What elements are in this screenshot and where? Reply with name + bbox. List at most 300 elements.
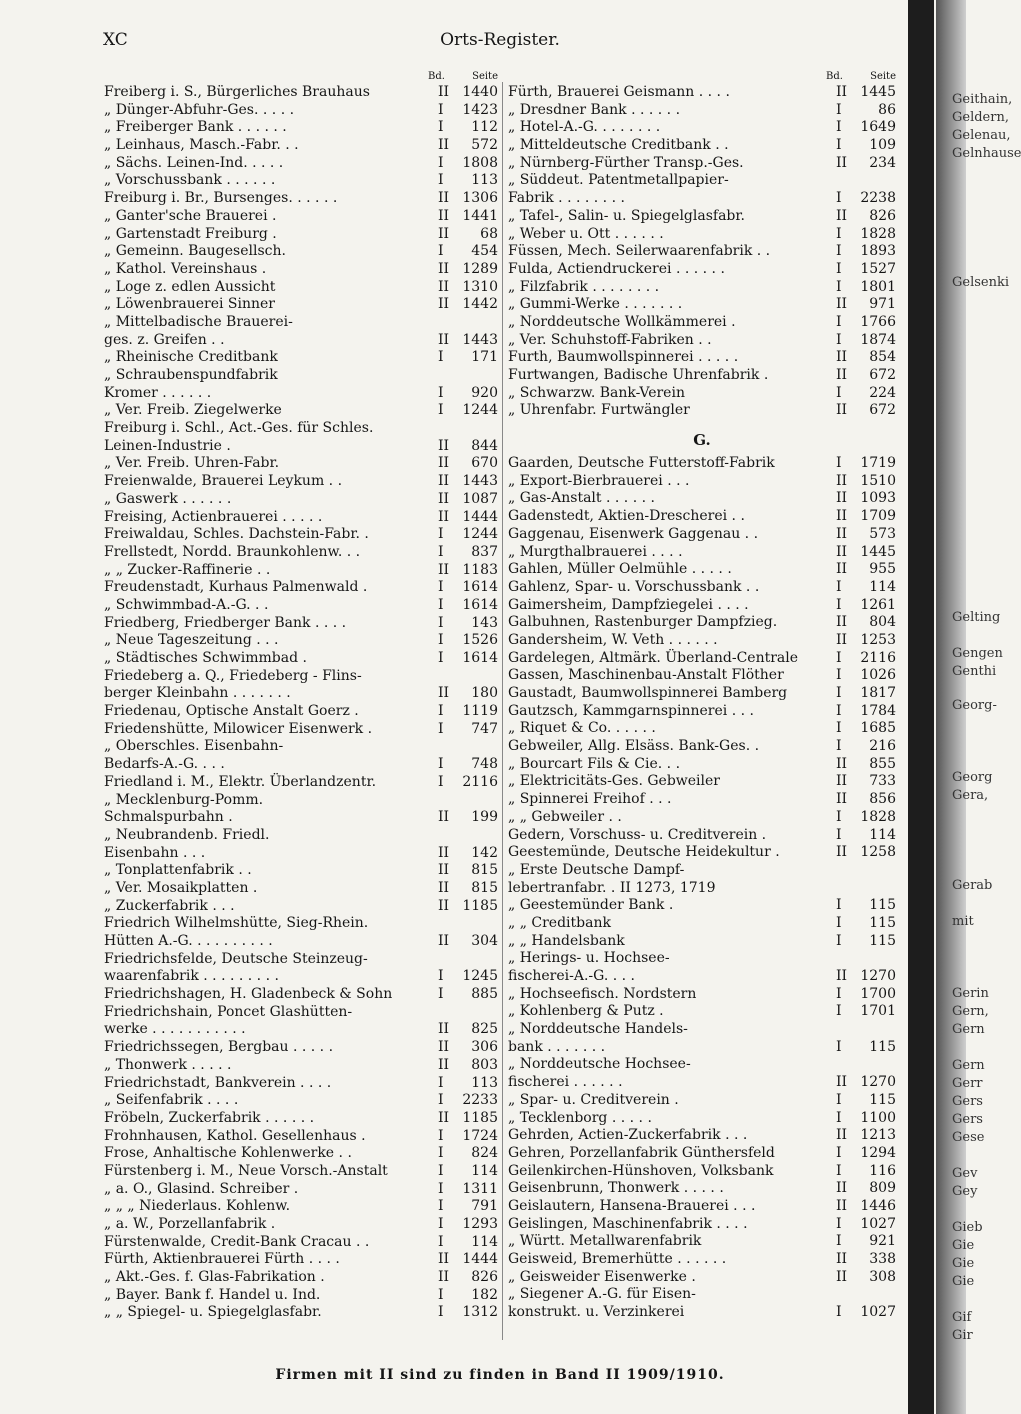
entry-text: „ Gas-Anstalt . . . . . .: [508, 490, 655, 507]
entry-page: 114: [471, 1233, 498, 1250]
register-entry: [104, 827, 498, 845]
entry-text: „ Neubrandenb. Friedl.: [104, 826, 270, 843]
entry-text: „ Spinnerei Freihof . . .: [508, 791, 672, 808]
entry-text: „ Schwarzw. Bank-Verein: [508, 384, 685, 401]
entry-text: „ Seifenfabrik . . . .: [104, 1092, 239, 1109]
entry-volume: I: [836, 1109, 842, 1126]
entry-volume: I: [438, 614, 444, 631]
entry-volume: I: [438, 1074, 444, 1091]
register-entry: [508, 880, 896, 898]
entry-volume: I: [836, 455, 842, 472]
entry-volume: [438, 314, 460, 332]
volume-header: Bd.: [428, 71, 445, 82]
entry-page: 1311: [462, 1180, 498, 1197]
entry-volume: [836, 880, 858, 898]
entry-text: „ Leinhaus, Masch.-Fabr. . .: [104, 137, 299, 154]
entry-page: 306: [471, 1039, 498, 1056]
register-entry: [508, 490, 896, 508]
fragment-text: Gir: [952, 1328, 973, 1343]
register-entry: [104, 615, 498, 633]
entry-volume: I: [438, 526, 444, 543]
entry-page: [460, 420, 498, 438]
register-entry: [508, 243, 896, 261]
entry-text: Fulda, Actiendruckerei . . . . . .: [508, 260, 725, 277]
entry-text: „ Mecklenburg-Pomm.: [104, 791, 264, 808]
entry-volume: [438, 827, 460, 845]
entry-text: „ Bourcart Fils & Cie. . .: [508, 755, 681, 772]
register-entry: [508, 1056, 896, 1074]
entry-page: 113: [471, 1074, 498, 1091]
entry-volume: I: [438, 154, 444, 171]
entry-volume: I: [836, 897, 842, 914]
register-entry: [508, 102, 896, 120]
entry-volume: I: [836, 313, 842, 330]
entry-page: 1293: [462, 1216, 498, 1232]
register-entry: [508, 226, 896, 244]
register-entry: [508, 915, 896, 933]
entry-text: Leinen-Industrie .: [104, 437, 231, 454]
entry-page: 670: [471, 455, 498, 472]
register-entry: [104, 562, 498, 580]
entry-volume: II: [836, 525, 848, 542]
entry-text: „ Dünger-Abfuhr-Ges. . . . .: [104, 101, 295, 118]
entry-text: Gehren, Porzellanfabrik Günthersfeld: [508, 1144, 775, 1161]
fragment-text: Gie: [952, 1274, 975, 1289]
register-entry: [508, 685, 896, 703]
entry-text: Fürth, Aktienbrauerei Fürth . . . .: [104, 1251, 340, 1268]
register-entry: [508, 791, 896, 809]
entry-text: waarenfabrik . . . . . . . . .: [104, 968, 279, 985]
register-entry: [104, 845, 498, 863]
register-entry: [104, 1145, 498, 1163]
entry-volume: I: [836, 190, 842, 207]
entry-page: 216: [869, 738, 896, 755]
register-entry: [104, 1216, 498, 1234]
entry-volume: [438, 738, 460, 756]
fragment-text: Georg-: [952, 698, 997, 713]
page-number: XC: [103, 30, 128, 50]
entry-text: Frose, Anhaltische Kohlenwerke . .: [104, 1145, 352, 1162]
register-entry: [508, 1092, 896, 1110]
entry-text: Gautzsch, Kammgarnspinnerei . . .: [508, 702, 754, 719]
register-entry: [104, 190, 498, 208]
entry-volume: I: [836, 596, 842, 613]
register-entry: [508, 1251, 896, 1269]
entry-page: 112: [471, 119, 498, 136]
entry-page: [460, 792, 498, 810]
entry-volume: [836, 1021, 858, 1039]
entry-text: „ „ Spiegel- u. Spiegelglasfabr.: [104, 1304, 322, 1321]
entry-page: 1270: [860, 1074, 896, 1091]
entry-page: 1527: [860, 260, 896, 277]
entry-page: 114: [869, 578, 896, 595]
entry-volume: II: [438, 1021, 450, 1038]
entry-text: Freiburg i. Schl., Act.-Ges. für Schles.: [104, 420, 374, 437]
register-entry: [104, 951, 498, 969]
entry-volume: I: [438, 119, 444, 136]
entry-text: „ Nürnberg-Fürther Transp.-Ges.: [508, 154, 744, 171]
register-entry: [508, 84, 896, 102]
register-entry: [104, 650, 498, 668]
entry-page: 1244: [462, 402, 498, 419]
entry-text: „ Württ. Metallwarenfabrik: [508, 1233, 702, 1250]
entry-text: „ Schwimmbad-A.-G. . .: [104, 596, 269, 613]
entry-volume: I: [836, 667, 842, 684]
register-entry: [508, 1233, 896, 1251]
fragment-text: Gengen: [952, 646, 1003, 661]
entry-text: „ Ver. Schuhstoff-Fabriken . .: [508, 331, 712, 348]
fragment-text: Gelsenki: [952, 275, 1010, 290]
entry-text: Geestemünde, Deutsche Heidekultur .: [508, 844, 780, 861]
entry-page: [858, 172, 896, 190]
entry-text: „ Neue Tageszeitung . . .: [104, 632, 279, 649]
entry-page: 180: [471, 685, 498, 702]
entry-text: Friedberg, Friedberger Bank . . . .: [104, 614, 347, 631]
register-entry: [508, 720, 896, 738]
entry-volume: II: [438, 1109, 450, 1126]
entry-text: Gaustadt, Baumwollspinnerei Bamberg: [508, 685, 788, 701]
fragment-text: Gerr: [952, 1076, 983, 1091]
entry-text: „ Geisweider Eisenwerke .: [508, 1268, 696, 1285]
entry-text: Furtwangen, Badische Uhrenfabrik .: [508, 367, 769, 383]
register-entry: [104, 102, 498, 120]
register-entry: [508, 385, 896, 403]
register-entry: [508, 862, 896, 880]
register-entry: [104, 1075, 498, 1093]
register-entry: [508, 1127, 896, 1145]
entry-text: berger Kleinbahn . . . . . . .: [104, 685, 291, 702]
entry-text: fischerei . . . . . .: [508, 1074, 623, 1091]
register-entry: [104, 792, 498, 810]
entry-volume: I: [438, 968, 444, 985]
book-gutter-shadow: [908, 0, 934, 1414]
entry-volume: II: [438, 296, 450, 313]
page-header: Seite: [870, 71, 896, 82]
register-entry: [104, 1021, 498, 1039]
entry-page: 1614: [462, 579, 498, 596]
entry-page: 1893: [860, 243, 896, 260]
entry-page: 1185: [462, 1109, 498, 1126]
fragment-text: Gev: [952, 1166, 978, 1181]
register-entry: [508, 1216, 896, 1234]
entry-text: fischerei-A.-G. . . .: [508, 968, 635, 984]
entry-text: Friedenshütte, Milowicer Eisenwerk .: [104, 720, 373, 737]
register-entry: [104, 1198, 498, 1216]
register-entry: [508, 579, 896, 597]
entry-page: 854: [869, 349, 896, 366]
register-entry: [508, 1145, 896, 1163]
entry-page: 1027: [860, 1304, 896, 1321]
entry-text: „ Herings- u. Hochsee-: [508, 950, 670, 967]
fragment-text: Gerin: [952, 986, 989, 1001]
register-entry: [104, 774, 498, 792]
entry-volume: I: [438, 650, 444, 666]
entry-page: 837: [471, 543, 498, 560]
register-entry: [104, 809, 498, 827]
entry-volume: [836, 1286, 858, 1304]
entry-page: 824: [471, 1145, 498, 1162]
entry-text: Friedrichssegen, Bergbau . . . . .: [104, 1039, 334, 1056]
entry-text: Furth, Baumwollspinnerei . . . . .: [508, 349, 739, 366]
fragment-text: Gelting: [952, 610, 1001, 625]
register-entry: [104, 1057, 498, 1075]
entry-volume: I: [836, 1003, 842, 1020]
column-divider: [502, 82, 503, 1340]
adjacent-page-fragment: [952, 0, 1021, 1414]
entry-volume: [438, 951, 460, 969]
entry-text: „ a. O., Glasind. Schreiber .: [104, 1180, 299, 1197]
entry-text: Gehrden, Actien-Zuckerfabrik . . .: [508, 1127, 748, 1144]
register-entry: [508, 561, 896, 579]
entry-page: 826: [471, 1269, 498, 1286]
entry-text: „ Ver. Mosaikplatten .: [104, 879, 258, 896]
entry-page: 791: [471, 1198, 498, 1215]
entry-page: 1119: [462, 703, 498, 720]
register-entry: [508, 933, 896, 951]
entry-text: „ Süddeut. Patentmetallpapier-: [508, 172, 729, 189]
entry-volume: II: [438, 190, 450, 207]
entry-text: „ Weber u. Ott . . . . . .: [508, 225, 664, 242]
entry-page: [460, 367, 498, 385]
entry-page: 114: [471, 1162, 498, 1179]
entry-page: 115: [869, 897, 896, 914]
entry-text: „ Geestemünder Bank .: [508, 897, 674, 914]
entry-page: [460, 951, 498, 969]
register-entry: [104, 509, 498, 527]
entry-text: „ Ganter'sche Brauerei .: [104, 207, 277, 224]
page-header: Seite: [472, 71, 498, 82]
entry-volume: II: [438, 331, 450, 348]
entry-volume: II: [836, 1251, 848, 1267]
register-entry: [508, 1003, 896, 1021]
entry-text: „ Hotel-A.-G. . . . . . . .: [508, 119, 661, 136]
entry-page: 2238: [860, 190, 896, 207]
fragment-text: Gelnhause: [952, 146, 1021, 161]
register-entry: [104, 685, 498, 703]
entry-page: 1310: [462, 278, 498, 295]
register-entry: [104, 367, 498, 385]
entry-volume: II: [836, 791, 848, 808]
register-entry: [104, 579, 498, 597]
entry-volume: II: [836, 631, 848, 648]
register-entry: [104, 632, 498, 650]
entry-volume: [438, 367, 460, 385]
fragment-text: Gie: [952, 1256, 975, 1271]
entry-volume: I: [438, 596, 444, 613]
entry-text: Gaarden, Deutsche Futterstoff-Fabrik: [508, 455, 775, 472]
entry-page: [460, 668, 498, 686]
register-entry: [508, 756, 896, 774]
entry-text: Freienwalde, Brauerei Leykum . .: [104, 473, 343, 490]
entry-page: 142: [471, 844, 498, 861]
entry-volume: II: [438, 1269, 450, 1286]
register-entry: [104, 296, 498, 314]
register-entry: [104, 438, 498, 456]
entry-page: 1442: [462, 296, 498, 313]
entry-page: [858, 880, 896, 898]
entry-text: Gebweiler, Allg. Elsäss. Bank-Ges. .: [508, 738, 760, 755]
entry-text: „ „ Zucker-Raffinerie . .: [104, 561, 271, 578]
fragment-text: Gern: [952, 1058, 985, 1073]
entry-text: Geilenkirchen-Hünshoven, Volksbank: [508, 1162, 774, 1179]
register-entry: [508, 349, 896, 367]
register-entry: [508, 1163, 896, 1181]
entry-text: „ Elektricitäts-Ges. Gebweiler: [508, 773, 720, 790]
entry-text: „ Schraubenspundfabrik: [104, 367, 278, 383]
register-entry: [508, 137, 896, 155]
entry-page: 804: [869, 614, 896, 631]
entry-volume: [438, 420, 460, 438]
entry-volume: II: [836, 349, 848, 366]
entry-page: 1093: [860, 490, 896, 507]
entry-volume: II: [836, 561, 848, 578]
entry-page: 825: [471, 1021, 498, 1038]
entry-volume: I: [836, 137, 842, 154]
entry-page: 1649: [860, 119, 896, 136]
fragment-text: Geldern,: [952, 110, 1009, 125]
entry-text: „ a. W., Porzellanfabrik .: [104, 1216, 276, 1232]
entry-page: 1766: [860, 313, 896, 330]
register-entry: [508, 526, 896, 544]
entry-text: „ Gemeinn. Baugesellsch.: [104, 243, 286, 260]
entry-volume: I: [438, 172, 444, 189]
entry-volume: II: [438, 437, 450, 454]
entry-text: „ Erste Deutsche Dampf-: [508, 861, 685, 878]
register-entry: [508, 950, 896, 968]
fragment-text: Gerab: [952, 878, 993, 893]
entry-text: „ Akt.-Ges. f. Glas-Fabrikation .: [104, 1269, 325, 1286]
entry-page: [858, 1056, 896, 1074]
entry-volume: I: [836, 578, 842, 595]
entry-text: Friedrich Wilhelmshütte, Sieg-Rhein.: [104, 915, 369, 932]
entry-volume: I: [438, 632, 444, 649]
register-entry: [104, 385, 498, 403]
register-entry: [104, 332, 498, 350]
entry-text: Schmalspurbahn .: [104, 809, 233, 826]
entry-text: „ Norddeutsche Hochsee-: [508, 1056, 691, 1073]
entry-page: 815: [471, 862, 498, 879]
entry-page: 304: [471, 933, 498, 949]
entry-page: 308: [869, 1268, 896, 1285]
entry-volume: I: [438, 1198, 444, 1215]
fragment-text: Gey: [952, 1184, 978, 1199]
entry-volume: II: [438, 473, 450, 490]
entry-text: Hütten A.-G. . . . . . . . . .: [104, 933, 273, 949]
entry-volume: I: [836, 225, 842, 242]
entry-text: „ Zuckerfabrik . . .: [104, 897, 235, 914]
entry-text: Fröbeln, Zuckerfabrik . . . . . .: [104, 1109, 315, 1126]
register-entry: [104, 738, 498, 756]
entry-volume: II: [836, 472, 848, 489]
register-entry: [104, 473, 498, 491]
footer-note: Firmen mit II sind zu finden in Band II 1909/1910.: [275, 1367, 725, 1383]
register-entry: [104, 1110, 498, 1128]
entry-text: „ Städtisches Schwimmbad .: [104, 650, 307, 666]
register-entry: [104, 986, 498, 1004]
entry-page: 171: [471, 349, 498, 366]
entry-volume: [836, 950, 858, 968]
entry-page: 815: [471, 879, 498, 896]
entry-volume: II: [836, 207, 848, 224]
register-entry: [104, 898, 498, 916]
register-entry: [104, 1234, 498, 1252]
entry-volume: I: [836, 1215, 842, 1232]
column-header: [104, 70, 498, 84]
entry-text: „ Oberschles. Eisenbahn-: [104, 738, 284, 755]
register-entry: [508, 614, 896, 632]
entry-volume: I: [836, 331, 842, 348]
entry-page: 109: [869, 137, 896, 154]
entry-text: Kromer . . . . . .: [104, 384, 212, 401]
entry-volume: II: [836, 154, 848, 171]
register-entry: [104, 208, 498, 226]
entry-volume: I: [836, 685, 842, 701]
entry-text: Fürth, Brauerei Geismann . . . .: [508, 84, 730, 100]
fragment-text: Gieb: [952, 1220, 983, 1235]
register-entry: [508, 314, 896, 332]
register-entry: [508, 667, 896, 685]
entry-volume: II: [438, 809, 450, 826]
register-entry: [508, 986, 896, 1004]
entry-text: „ „ Creditbank: [508, 914, 611, 931]
entry-text: Gadenstedt, Aktien-Drescherei . .: [508, 508, 745, 525]
entry-text: „ Kathol. Vereinshaus .: [104, 260, 267, 277]
entry-text: „ Freiberger Bank . . . . . .: [104, 119, 287, 136]
entry-volume: I: [836, 720, 842, 737]
register-entry: [508, 632, 896, 650]
entry-volume: II: [836, 844, 848, 861]
page-title: Orts-Register.: [440, 30, 560, 50]
entry-volume: II: [438, 84, 450, 100]
entry-page: 1423: [462, 101, 498, 118]
entry-text: Gedern, Vorschuss- u. Creditverein .: [508, 826, 767, 843]
entry-text: Frohnhausen, Kathol. Gesellenhaus .: [104, 1127, 366, 1144]
entry-volume: I: [438, 1216, 444, 1232]
entry-page: 1100: [860, 1109, 896, 1126]
register-entry: [508, 261, 896, 279]
entry-page: 1443: [462, 331, 498, 348]
register-entry: [104, 402, 498, 420]
entry-text: „ Tonplattenfabrik . .: [104, 862, 252, 879]
register-entry: [508, 455, 896, 473]
entry-text: „ Norddeutsche Wollkämmerei .: [508, 313, 736, 330]
entry-page: 1700: [860, 985, 896, 1002]
entry-text: Gandersheim, W. Veth . . . . . .: [508, 631, 718, 648]
entry-page: 1808: [462, 154, 498, 171]
entry-text: Bedarfs-A.-G. . . .: [104, 756, 225, 773]
entry-page: 809: [869, 1180, 896, 1197]
register-entry: [508, 119, 896, 137]
entry-volume: II: [836, 490, 848, 507]
entry-page: [858, 862, 896, 880]
entry-text: werke . . . . . . . . . . .: [104, 1021, 246, 1038]
entry-text: „ Sächs. Leinen-Ind. . . . .: [104, 154, 284, 171]
entry-volume: I: [438, 703, 444, 720]
entry-volume: II: [836, 543, 848, 560]
entry-text: „ „ Gebweiler . .: [508, 808, 622, 825]
entry-page: [460, 1004, 498, 1022]
entry-text: Freising, Actienbrauerei . . . . .: [104, 508, 323, 525]
register-entry: [508, 597, 896, 615]
entry-volume: II: [438, 455, 450, 472]
register-entry: [508, 1180, 896, 1198]
entry-volume: I: [438, 543, 444, 560]
fragment-text: Gern: [952, 1022, 985, 1037]
entry-text: „ Murgthalbrauerei . . . .: [508, 543, 683, 560]
entry-page: 1213: [860, 1127, 896, 1144]
register-entry: [104, 119, 498, 137]
entry-page: 115: [869, 932, 896, 949]
